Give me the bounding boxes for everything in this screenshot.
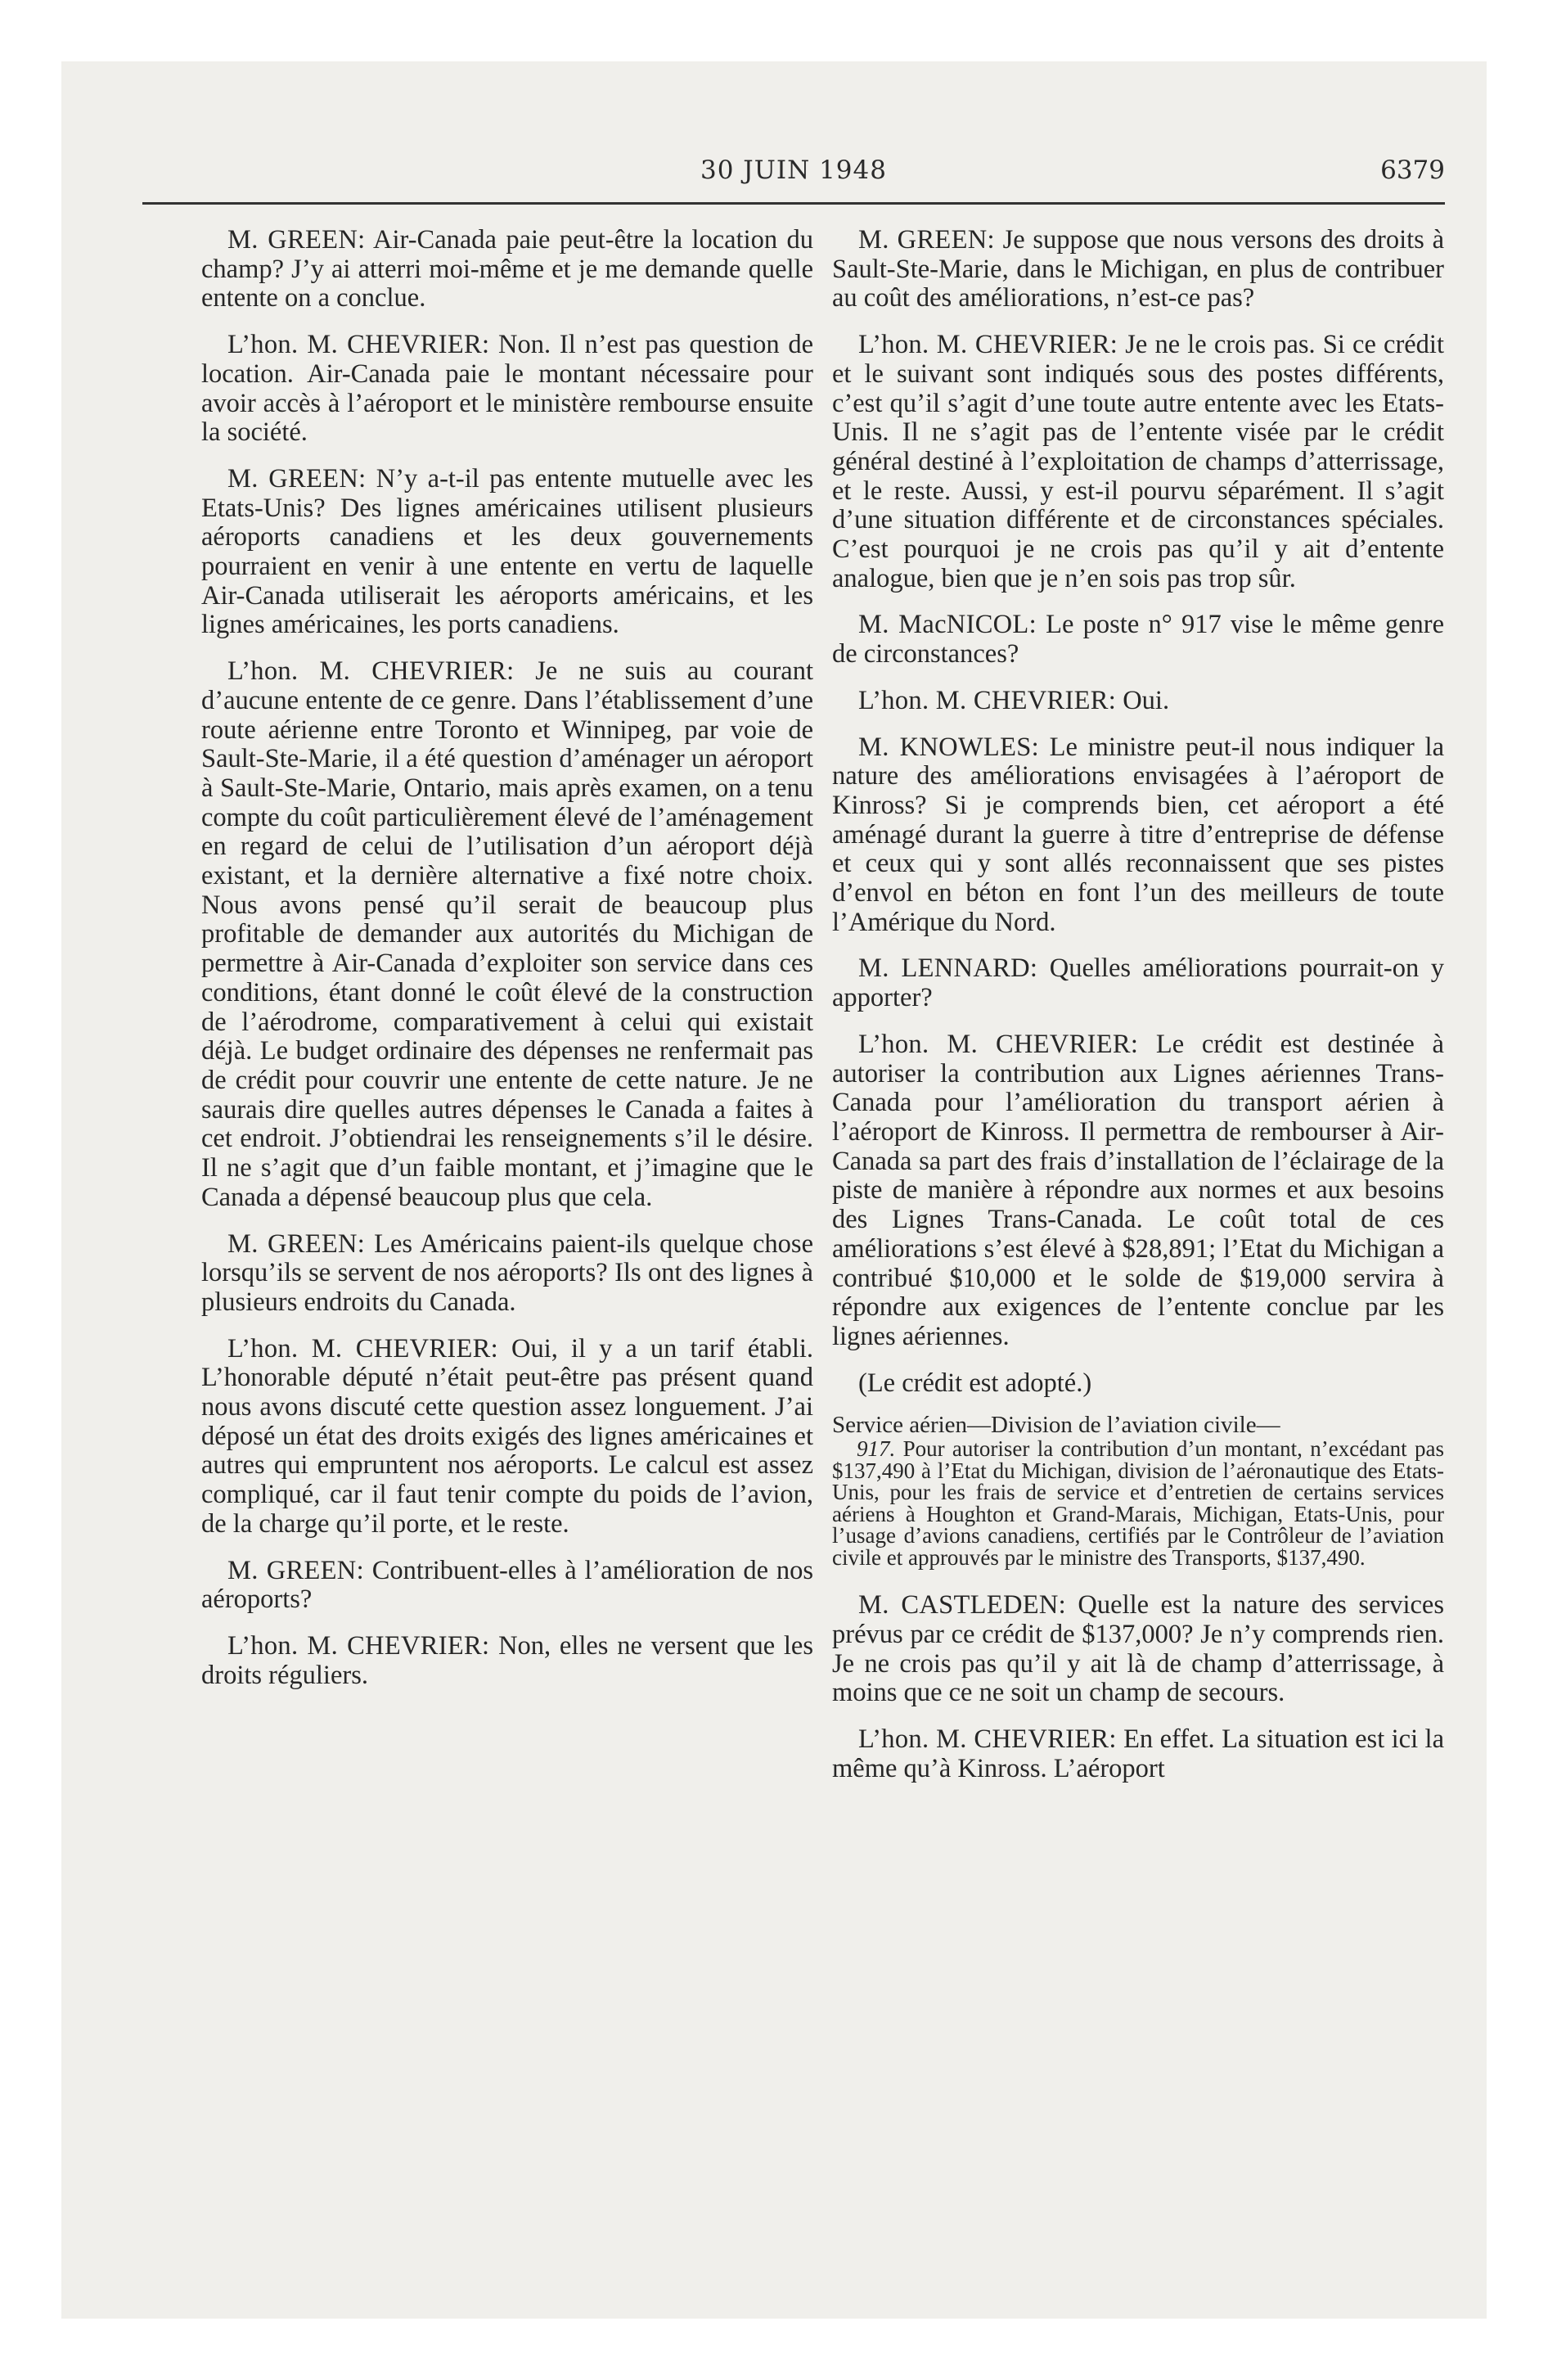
speaker: L’hon. M. CHEVRIER: xyxy=(227,330,490,360)
paragraph xyxy=(201,1557,813,1615)
paragraph xyxy=(832,331,1444,593)
speech-text: Les Américains paient-ils quelque chose lorsqu’ils se servent de nos aéroports? Ils ont des lignes à plusieurs endroits du Canada. xyxy=(201,1228,813,1317)
speech-text: Quelles améliorations pourrait-on y apporter? xyxy=(832,953,1445,1013)
speaker: L’hon. M. CHEVRIER: xyxy=(227,1630,490,1661)
paragraph xyxy=(201,657,813,1212)
speech-text: Quelle est la nature des services prévus par ce crédit de $137,000? Je n’y comprends rien. Je ne crois pas qu’il y ait là de champ d’atterrissage, à moins que ce ne soit un champ de secours. xyxy=(832,1590,1445,1708)
speech-text: Non, elles ne versent que les droits réguliers. xyxy=(201,1630,813,1690)
paragraph xyxy=(201,331,813,448)
speaker: L’hon. M. CHEVRIER: xyxy=(227,1333,498,1364)
speaker: M. MacNICOL: xyxy=(858,610,1037,640)
speech-text: Le crédit est destinée à autoriser la contribution aux Lignes aériennes Trans-Canada pour l’amélioration du transport aérien à l’aéroport de Kinross. Il permettra de rembourser à Air-Canada sa part des frais d’installation de l’éclairage de la piste de manière à répondre aux normes et aux besoins des Lignes Trans-Canada. Le coût total de ces améliorations s’est élevé à $28,891; l’Etat du Michigan a contribué $10,000 et le solde de $19,000 servira à répondre aux exigences de l’entente conclue par les lignes aériennes. xyxy=(832,1029,1444,1351)
paragraph xyxy=(201,1230,813,1318)
speaker: M. GREEN: xyxy=(227,1555,364,1585)
paragraph xyxy=(832,954,1444,1012)
speech-text: Le ministre peut-il nous indiquer la nature des améliorations envisagées à l’aéroport de Kinross? Si je comprends bien, cet aéroport a été aménagé durant la guerre à titre d’entreprise de défense et ceux qui y sont allés reconnaissent que ses pistes d’envol en béton en font l’un des meilleurs de toute l’Amérique du Nord. xyxy=(832,732,1445,937)
speaker: M. CASTLEDEN: xyxy=(858,1590,1066,1620)
speaker: M. KNOWLES: xyxy=(858,732,1039,762)
speech-text: Oui. xyxy=(1123,685,1170,715)
speech-text: Je ne le crois pas. Si ce crédit et le suivant sont indiqués sous des postes différents, c’est qu’il s’agit d’une toute autre entente avec les Etats-Unis. Il ne s’agit pas de l’entente visée par le crédit général destiné à l’exploitation de champs d’atterrissage, et le reste. Aussi, y est-il pourvu séparément. Il s’agit d’une situation différente et de circonstances spéciales. C’est pourquoi je ne crois pas qu’il y ait d’entente analogue, bien que je n’en sois pas trop sûr. xyxy=(832,330,1444,593)
paragraph xyxy=(201,226,813,313)
speech-text: Air-Canada paie peut-être la location du champ? J’y ai atterri moi-même et je me demande quelle entente on a conclue. xyxy=(201,225,814,313)
paragraph xyxy=(832,1591,1444,1708)
speech-text: Je suppose que nous versons des droits à Sault-Ste-Marie, dans le Michigan, en plus de contribuer au coût des améliorations, n’est-ce pas? xyxy=(832,225,1445,313)
left-column xyxy=(201,226,813,1707)
speech-text: Non. Il n’est pas question de location. Air-Canada paie le montant nécessaire pour avoir accès à l’aéroport et le ministère rembourse ensuite la société. xyxy=(201,330,813,448)
item-text: Pour autoriser la contribution d’un montant, n’excédant pas $137,490 à l’Etat du Michigan, division de l’aéronautique des Etats-Unis, pour les frais de service et d’entretien de certains services aériens à Houghton et Grand-Marais, Michigan, Etats-Unis, pour l’usage d’avions canadiens, certifiés par le Contrôleur de l’aviation civile et approuvés par le ministre des Transports, $137,490. xyxy=(832,1436,1445,1570)
page-number: 6379 xyxy=(1380,156,1445,185)
speaker: L’hon. M. CHEVRIER: xyxy=(227,656,515,687)
section-title: Service aérien—Division de l’aviation civile— xyxy=(832,1412,1280,1439)
paragraph xyxy=(832,687,1444,716)
speaker: M. GREEN: xyxy=(227,463,367,494)
budget-item xyxy=(832,1438,1444,1568)
page-date: 30 JUIN 1948 xyxy=(700,156,887,185)
speech-text: Oui, il y a un tarif établi. L’honorable député n’était peut-être pas présent quand nous avons discuté cette question assez longuement. J’ai déposé un état des droits exigés des lignes américaines et autres qui empruntent nos aéroports. Le calcul est assez compliqué, car il faut tenir compte du poids de l’avion, de la charge qu’il porte, et le reste. xyxy=(201,1333,814,1539)
speaker: M. GREEN: xyxy=(227,225,366,255)
paragraph xyxy=(832,1030,1444,1352)
speech-text: Je ne suis au courant d’aucune entente de ce genre. Dans l’établissement d’une route aérienne entre Toronto et Winnipeg, par voie de Sault-Ste-Marie, il a été question d’aménager un aéroport à Sault-Ste-Marie, Ontario, mais après examen, on a tenu compte du coût particulièrement élevé de l’aménagement en regard de celui de l’utilisation d’un aéroport déjà existant, et la dernière alternative a fixé notre choix. Nous avons pensé qu’il serait de beaucoup plus profitable de demander aux autorités du Michigan de permettre à Air-Canada d’exploiter son service dans ces conditions, étant donné le coût élevé de la construction de l’aérodrome, comparativement à celui qui existait déjà. Le budget ordinaire des dépenses ne renfermait pas de crédit pour couvrir une entente de cette nature. Je ne saurais dire quelles autres dépenses le Canada a faites à cet endroit. J’obtiendrai les renseignements s’il le désire. Il ne s’agit que d’un faible montant, et j’imagine que le Canada a dépensé beaucoup plus que cela. xyxy=(201,656,813,1212)
paragraph xyxy=(201,1632,813,1690)
paragraph xyxy=(832,1725,1444,1783)
speaker: M. GREEN: xyxy=(858,225,995,255)
paragraph xyxy=(201,465,813,640)
speaker: M. LENNARD: xyxy=(858,953,1038,984)
header-rule xyxy=(142,202,1445,205)
paragraph xyxy=(832,226,1444,313)
speech-text: Contribuent-elles à l’amélioration de nos aéroports? xyxy=(201,1555,814,1615)
paragraph xyxy=(201,1335,813,1539)
item-number: 917. xyxy=(857,1436,896,1462)
paragraph xyxy=(832,611,1444,669)
speaker: L’hon. M. CHEVRIER: xyxy=(858,1724,1117,1755)
page-header xyxy=(142,156,1445,205)
vote-note: (Le crédit est adopté.) xyxy=(858,1368,1092,1398)
speaker: L’hon. M. CHEVRIER: xyxy=(858,330,1118,360)
speech-text: N’y a-t-il pas entente mutuelle avec les Etats-Unis? Des lignes américaines utilisent plusieurs aéroports canadiens et les deux gouvernements pourraient en venir à une entente en vertu de laquelle Air-Canada utiliserait les aéroports américains, et les lignes américaines, les ports canadiens. xyxy=(201,463,813,640)
speaker: L’hon. M. CHEVRIER: xyxy=(858,1029,1139,1059)
speech-text: Le poste n° 917 vise le même genre de circonstances? xyxy=(832,610,1445,669)
speaker: M. GREEN: xyxy=(227,1228,366,1259)
paragraph xyxy=(832,733,1444,938)
speaker: L’hon. M. CHEVRIER: xyxy=(858,685,1117,715)
speech-text: En effet. La situation est ici la même qu’à Kinross. L’aéroport xyxy=(832,1724,1444,1783)
right-column xyxy=(832,226,1444,1801)
